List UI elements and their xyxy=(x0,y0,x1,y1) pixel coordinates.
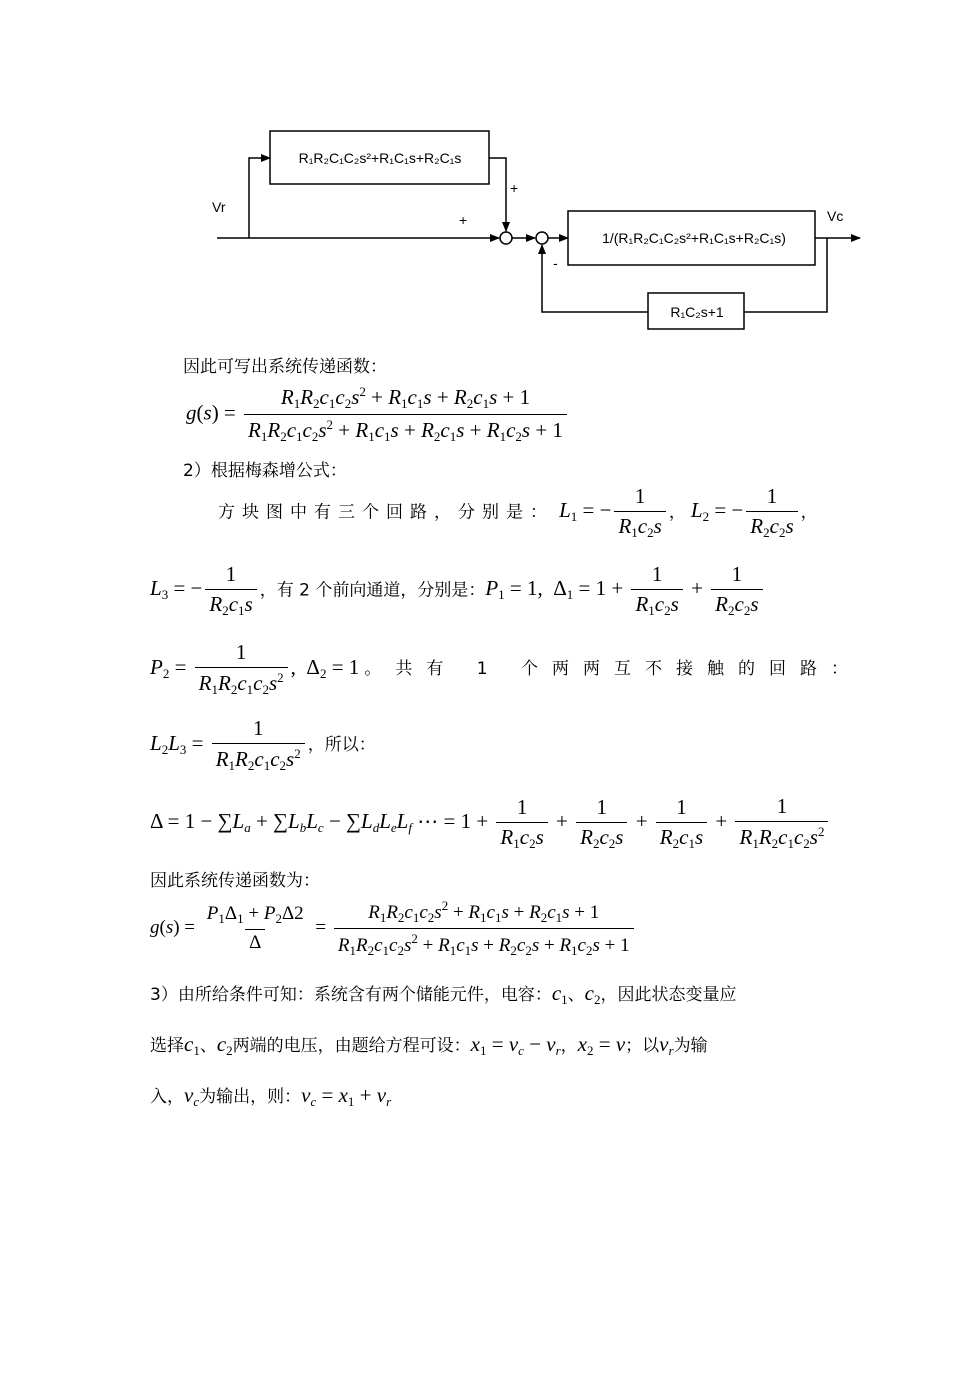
summing-junction-1 xyxy=(500,232,512,244)
non-touching-loops-text: 。共有 1 个两两互不接触的回路： xyxy=(364,658,862,679)
comma: ， xyxy=(668,502,686,523)
symbol-vc: $v_c$ xyxy=(184,1083,200,1109)
formula-l2l3: $L_2L_3$ = $\frac{1}{R_1R_2c_1c_2s^2}$ xyxy=(150,731,308,755)
as-input-text: 为输 xyxy=(673,1036,708,1056)
feedforward-return-line xyxy=(489,158,506,231)
paragraph-loops xyxy=(218,484,818,541)
paragraph-transfer-intro: 因此可写出系统传递函数： xyxy=(183,357,387,377)
input-label: Vr xyxy=(212,199,226,215)
sign-top-plus: + xyxy=(510,180,519,196)
state-intro-text: 3）由所给条件可知：系统含有两个储能元件，电容： xyxy=(150,985,552,1005)
separator: 、 xyxy=(567,985,585,1005)
voltage-text: 两端的电压，由题给方程可设： xyxy=(232,1036,471,1056)
summing-junction-2 xyxy=(536,232,548,244)
output-label: Vc xyxy=(827,208,844,224)
feedback-return-line xyxy=(542,245,648,312)
sign-feedback-minus: - xyxy=(553,255,558,271)
formula-p2: $P_2$ = $\frac{1}{R_1R_2c_1c_2s^2}$ , $\Delta_2 = 1$ xyxy=(150,640,360,697)
formula-loop-l2: $L_2$ = − $\frac{1}{R_2c_2s}$ xyxy=(691,498,801,522)
sign-left-plus: + xyxy=(459,212,468,228)
therefore-text: ，所以： xyxy=(307,734,376,755)
formula-x1: $x_1 = v_c - v_r$ xyxy=(470,1032,561,1058)
paragraph-state-variables-3 xyxy=(150,1082,391,1110)
loops-intro-text: 方块图中有三个回路，分别是： xyxy=(218,502,554,523)
symbol-c2: $c_2$ xyxy=(584,981,601,1007)
formula-x2: $x_2 = v$ xyxy=(577,1032,626,1058)
forward-paths-text: ，有 2 个前向通道，分别是： xyxy=(259,580,486,601)
formula-p1-delta1: $P_1 = 1$, $\Delta_1 = 1$ + $\frac{1}{R_1c_2s}$ + $\frac{1}{R_2c_2s}$ xyxy=(485,576,765,600)
formula-transfer-function-2: g(s) = $\frac{P_1\Delta_1 + P_2\Delta 2}{\Delta}$ = $\frac{R_1R_2c_1c_2s^2 + R_1c_1s + R_2c_1s + 1}{R_1R_2c_1c_2s^2 + R_1c_1s + R_2c_2s + R_1c_2s + 1}$ xyxy=(150,898,637,959)
paragraph-state-variables-1 xyxy=(150,980,736,1008)
block-forward-label: 1/(R₁R₂C₁C₂s²+R₁C₁s+R₂C₁s) xyxy=(602,230,786,246)
state-tail-text: ，因此状态变量应 xyxy=(600,985,737,1005)
block-diagram xyxy=(0,0,980,340)
paragraph-forward-paths xyxy=(150,562,766,619)
paragraph-state-variables-2 xyxy=(150,1031,708,1059)
symbol-vr: $v_r$ xyxy=(659,1032,674,1058)
symbol-c1: $c_1$ xyxy=(551,981,568,1007)
feedforward-branch-line xyxy=(249,158,270,238)
formula-loop-l3: $L_3$ = − $\frac{1}{R_2c_1s}$ xyxy=(150,576,260,600)
comma: ， xyxy=(800,502,818,523)
select-text: 选择 xyxy=(150,1036,184,1056)
input-cont-text: 入， xyxy=(150,1087,184,1107)
paragraph-final-transfer-intro: 因此系统传递函数为： xyxy=(150,871,320,891)
block-feedback-label: R₁C₂s+1 xyxy=(670,304,724,320)
symbol-c1: $c_1$ xyxy=(184,1032,200,1058)
formula-delta: $\Delta = 1 - \sum L_a + \sum L_bL_c - \sum L_dL_eL_f$ ⋯ = 1 + $\frac{1}{R_1c_2s}$ + $\frac{1}{R_2c_2s}$ + $\frac{1}{R_2c_1s}$ + $\frac{1}{R_1R_2c_1c_2s^2}$ xyxy=(150,794,831,852)
formula-loop-l1: $L_1$ = − $\frac{1}{R_1c_2s}$ xyxy=(559,498,669,522)
symbol-c2: $c_2$ xyxy=(216,1032,233,1058)
separator: 、 xyxy=(199,1036,217,1056)
comma: ， xyxy=(560,1036,578,1056)
formula-vc: $v_c = x_1 + v_r$ xyxy=(301,1083,392,1109)
block-top-label: R₁R₂C₁C₂s²+R₁C₁s+R₂C₁s xyxy=(298,150,462,166)
paragraph-l2l3 xyxy=(150,716,376,774)
input-text: ；以 xyxy=(625,1036,660,1056)
paragraph-p2 xyxy=(150,640,862,698)
paragraph-mason-heading: 2）根据梅森增公式： xyxy=(183,461,347,481)
formula-transfer-function-1: g(s) = $\frac{R_1R_2c_1c_2s^2 + R_1c_1s + R_2c_1s + 1}{R_1R_2c_1c_2s^2 + R_1c_1s + R_2c_1s + R_1c_2s + 1}$ xyxy=(186,384,570,445)
output-text: 为输出，则： xyxy=(199,1087,302,1107)
